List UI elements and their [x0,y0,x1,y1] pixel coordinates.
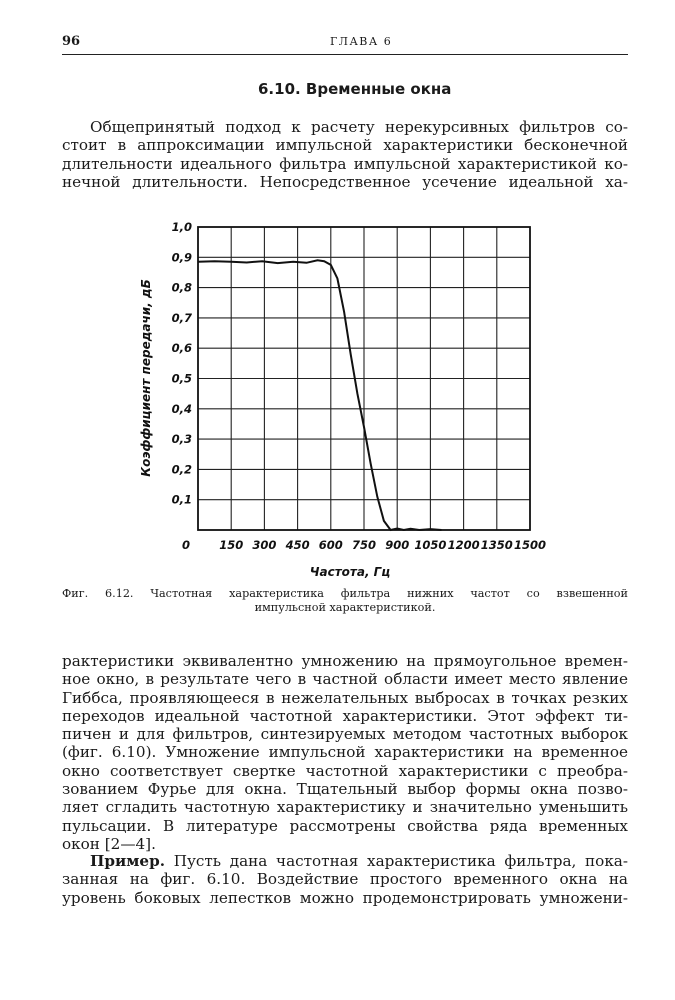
y-tick-label: 0,1 [171,492,192,507]
text-line: зованием Фурье для окна. Тщательный выбор формы окна позво- [62,780,628,799]
x-tick-label: 1200 [447,538,480,552]
y-tick-label: 0,8 [171,280,192,295]
frequency-response-chart [110,212,560,582]
y-tick-label: 1,0 [171,220,192,234]
response-curve [198,260,442,530]
text-line: пичен и для фильтров, синтезируемых методом частотных выборок [62,725,628,744]
x-tick-labels [182,538,546,552]
y-tick-label: 0,2 [171,462,192,477]
text-line: (фиг. 6.10). Умножение импульсной характеристики на временное [62,743,628,762]
text-line: переходов идеальной частотной характеристики. Этот эффект ти- [62,706,628,725]
page-number: 96 [62,34,81,49]
y-tick-label: 0,6 [171,341,192,356]
text-line [62,852,628,870]
y-tick-label: 0,4 [171,401,192,416]
text-line: Общепринятый подход к расчету нерекурсивных фильтров со- [90,118,628,136]
x-tick-label: 1350 [480,538,513,552]
x-axis-label: Частота, Гц [309,565,391,579]
y-tick-labels [172,220,192,507]
example-text: Пусть дана частотная характеристика фильтра, пока- [165,852,628,870]
running-head: ГЛАВА 6 [330,35,393,48]
x-tick-label: 1500 [513,538,547,552]
x-tick-label: 150 [219,538,244,552]
page-header [62,34,628,55]
y-tick-label: 0,7 [171,310,192,325]
x-tick-label: 600 [318,538,343,552]
text-line: уровень боковых лепестков можно продемонстрировать умножени- [62,888,628,907]
text-line: окон [2—4]. [62,834,156,853]
x-tick-label: 450 [285,538,310,552]
text-line: ляет сгладить частотную характеристику и значительно уменьшить [62,798,628,817]
text-line: окно соответствует свертке частотной характеристики с преобра- [62,761,628,780]
figure-caption [62,587,628,615]
text-line: ное окно, в результате чего в частной области имеет место явление [62,670,628,689]
y-tick-label: 0,5 [171,371,192,386]
y-tick-label: 0,3 [171,432,192,447]
x-tick-label: 900 [385,538,410,552]
text-line: занная на фиг. 6.10. Воздействие простого временного окна на [62,870,628,889]
caption-line-1: Фиг. 6.12. Частотная характеристика фильтра нижних частот со взвешенной [62,587,628,600]
paragraph-example [62,852,628,907]
example-lead: Пример. [90,852,165,870]
text-line: стоит в аппроксимации импульсной характеристики бесконечной [62,136,628,155]
x-tick-label: 1050 [414,538,447,552]
paragraph-intro [62,118,628,191]
text-line: рактеристики эквивалентно умножению на прямоугольное времен- [62,652,628,670]
text-line: Гиббса, проявляющееся в нежелательных выбросах в точках резких [62,688,628,707]
caption-line-2: импульсной характеристикой. [254,601,436,614]
text-line: пульсации. В литературе рассмотрены свойства ряда временных [62,816,628,835]
x-tick-label: 300 [252,538,277,552]
x-tick-label: 0 [181,538,191,552]
chart-grid [198,227,530,530]
paragraph-gibbs [62,652,628,853]
x-tick-label: 750 [351,538,377,552]
text-line: нечной длительности. Непосредственное усечение идеальной ха- [62,172,628,191]
y-axis-label: Коэффициент передачи, дБ [139,279,153,477]
y-tick-label: 0,9 [171,250,192,265]
text-line: длительности идеального фильтра импульсной характеристикой ко- [62,154,628,173]
section-title: 6.10. Временные окна [258,80,452,98]
